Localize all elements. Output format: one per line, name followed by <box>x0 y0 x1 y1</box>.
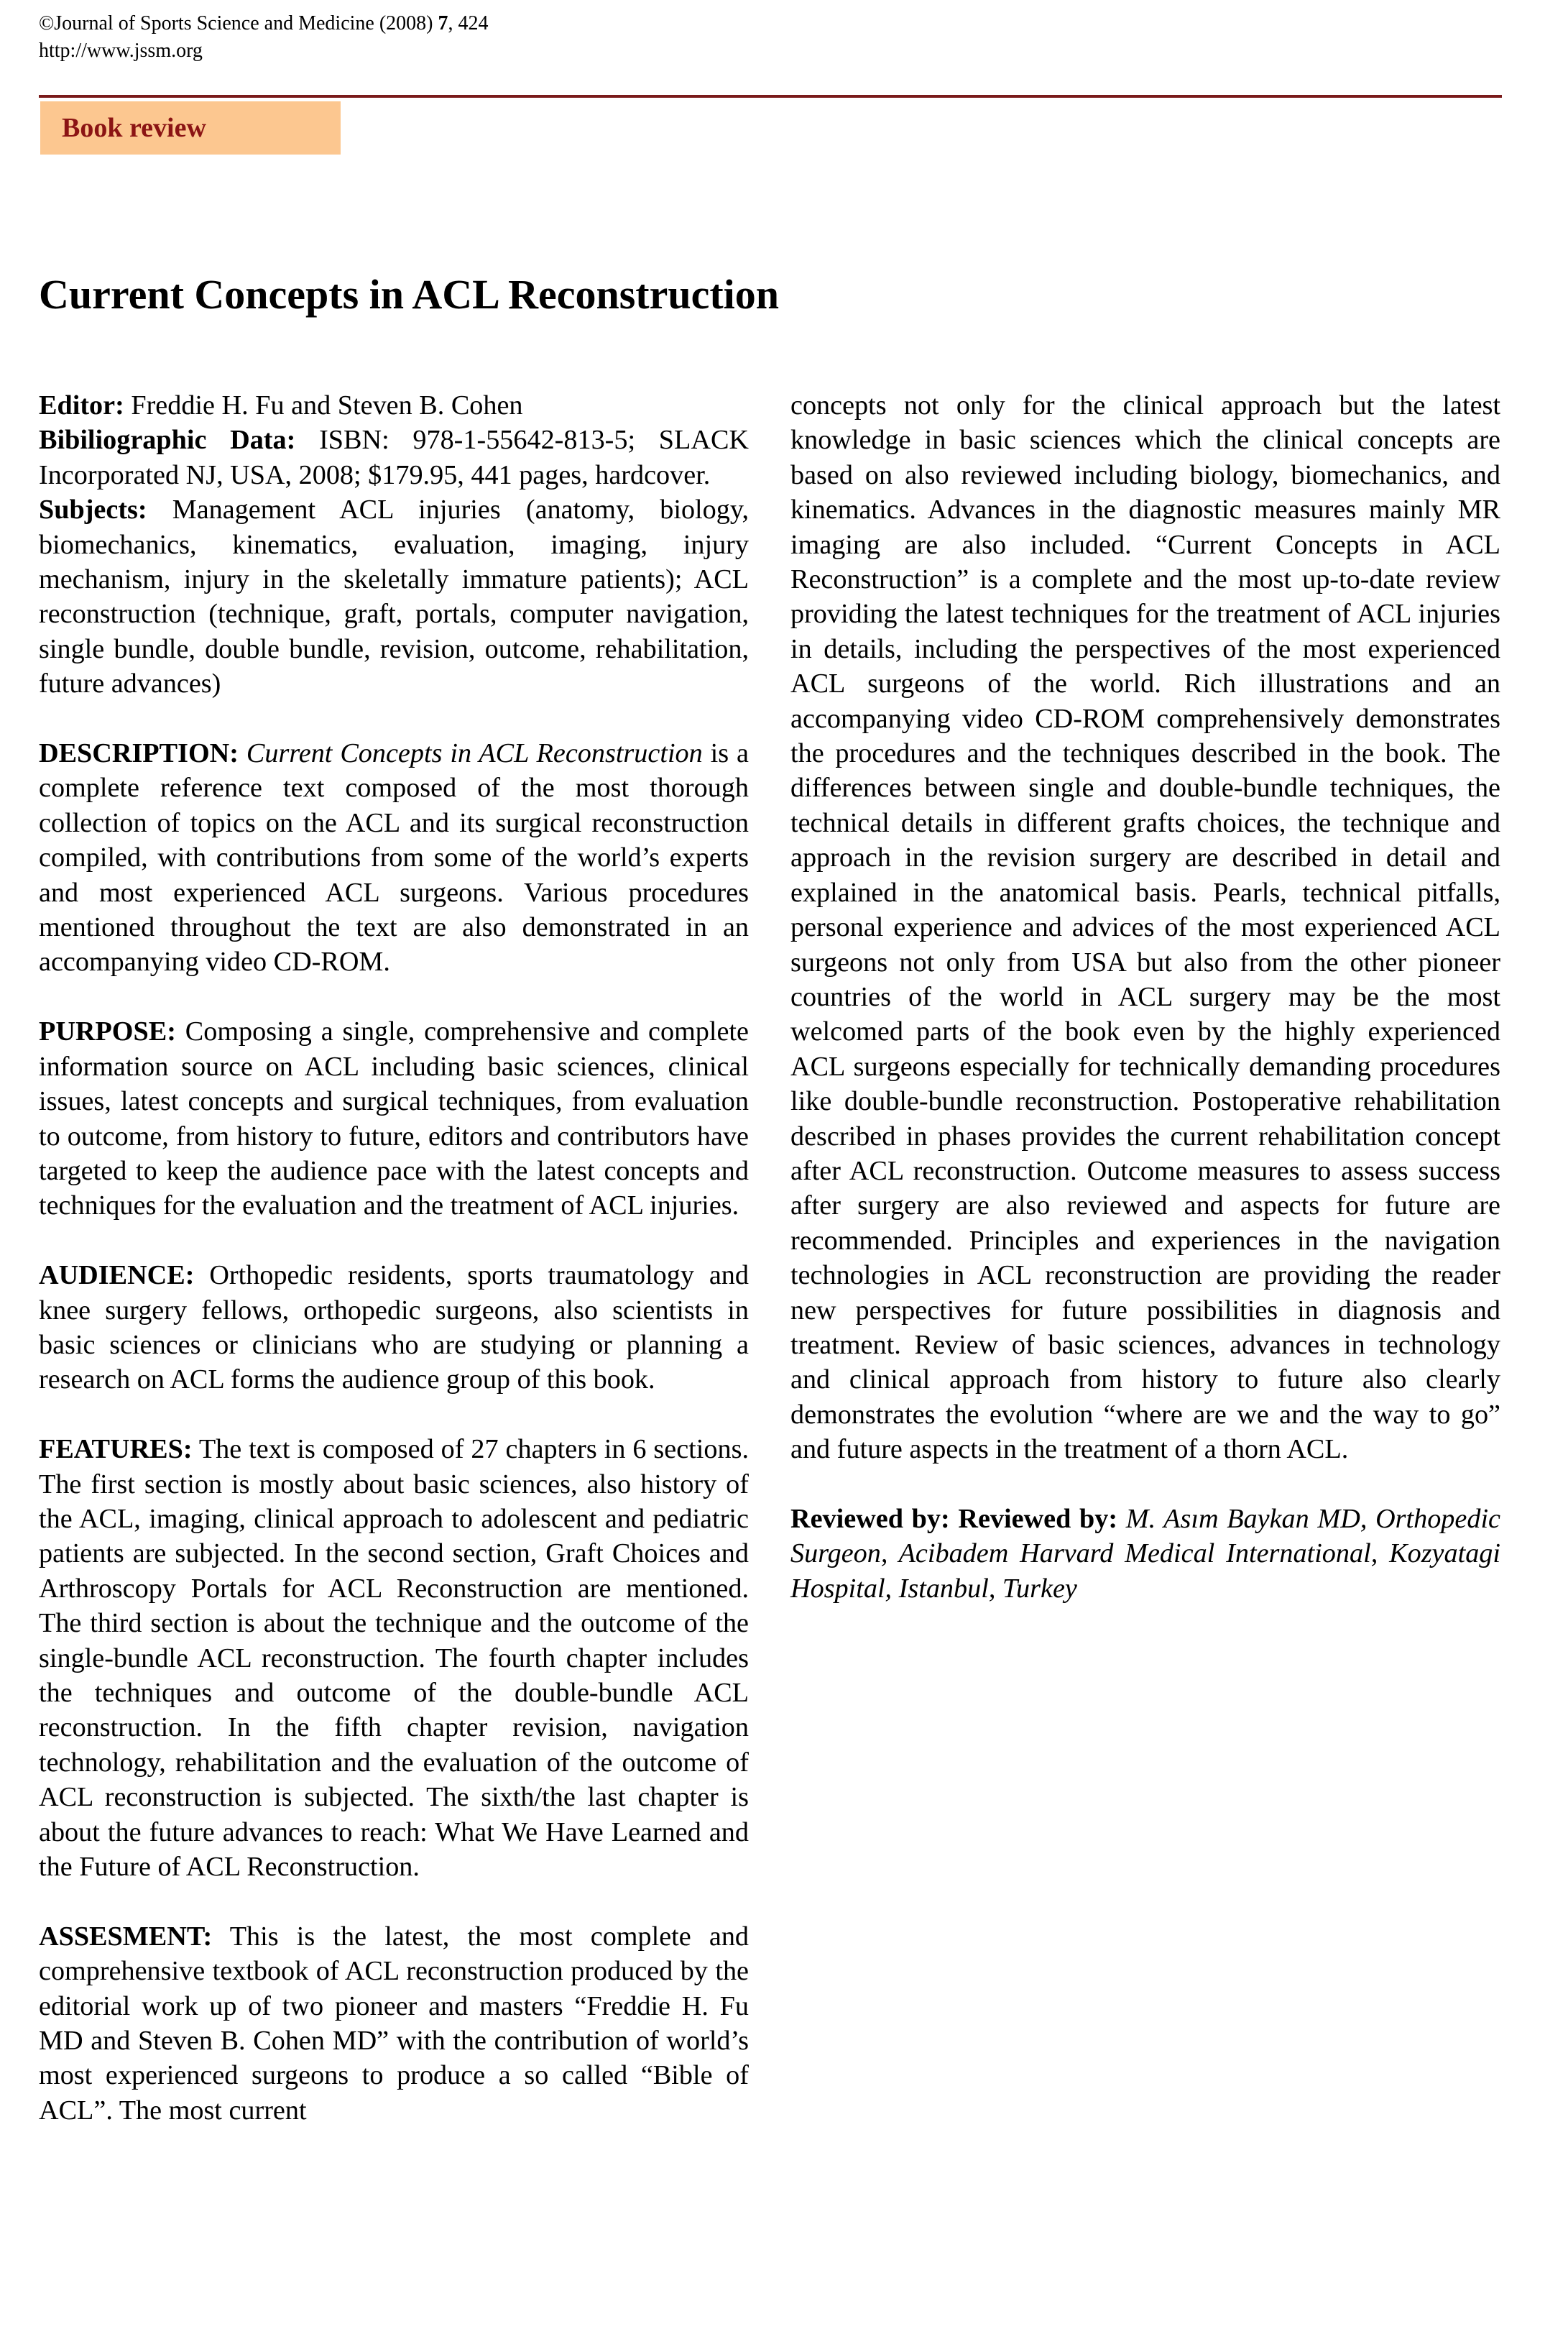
features-paragraph <box>39 1432 749 1884</box>
assesment-text: This is the latest, the most complete and comprehensive textbook of ACL reconstruction produced by the editorial work up of two pioneer and masters “Freddie H. Fu MD and Steven B. Cohen MD” with the contribution of world’s most experienced surgeons to produce a so called “Bible of ACL”. The most current <box>39 1921 750 2126</box>
subjects-value: Management ACL injuries (anatomy, biology, biomechanics, kinematics, evaluation, imaging, injury mechanism, injury in the skeletally immature patients); ACL reconstruction (technique, graft, portals, computer navigation, single bundle, double bundle, revision, outcome, rehabilitation, future advances) <box>39 495 749 699</box>
reviewer-value: M. Asım Baykan MD, Orthopedic Surgeon, Acibadem Harvard Medical International, Kozyatagi Hospital, Istanbul, Turkey <box>790 1503 1501 1604</box>
subjects-line <box>39 492 749 701</box>
assesment-label: ASSESMENT: <box>39 1921 213 1952</box>
biblio-line <box>39 423 749 492</box>
assesment-continued: concepts not only for the clinical approach but the latest knowledge in basic sciences which the clinical concepts are based on also reviewed including biology, biomechanics, and kinematics. Advances in the diagnostic measures mainly MR imaging are also included. “Current Concepts in ACL Reconstruction” is a complete and the most up-to-date review providing the latest techniques for the treatment of ACL injuries in details, including the perspectives of the most experienced ACL surgeons of the world. Rich illustrations and an accompanying video CD-ROM comprehensively demonstrates the procedures and the techniques described in the book. The differences between single and double-bundle techniques, the technical details in different grafts choices, the technique and approach in the revision surgery are described in detail and explained in the anatomical basis. Pearls, technical pitfalls, personal experience and advices of the most experienced ACL surgeons not only from USA but also from the other pioneer countries of the world in ACL surgery may be the most welcomed parts of the book even by the highly experienced ACL surgeons especially for technically demanding procedures like double-bundle reconstruction. Postoperative rehabilitation described in phases provides the current rehabilitation concept after ACL reconstruction. Outcome measures to assess success after surgery are also reviewed and aspects for future are recommended. Principles and experiences in the navigation technologies in ACL reconstruction are providing the reader new perspectives for future possibilities in diagnosis and treatment. Review of basic sciences, advances in technology and clinical approach from history to future also clearly demonstrates the evolution “where are we and the way to go” and future aspects in the treatment of a thorn ACL. <box>790 390 1500 1465</box>
purpose-label: PURPOSE: <box>39 1016 176 1047</box>
biblio-value: ISBN: 978-1-55642-813-5; SLACK Incorporated NJ, USA, 2008; $179.95, 441 pages, hardcover. <box>39 425 749 490</box>
editor-line <box>39 388 749 423</box>
editor-label: Editor: <box>39 390 124 421</box>
header-rule <box>39 95 1502 98</box>
features-text: The text is composed of 27 chapters in 6 sections. The first section is mostly about basic sciences, also history of the ACL, imaging, clinical approach to adolescent and pediatric patients are subjected. In the second section, Graft Choices and Arthroscopy Portals for ACL Reconstruction are mentioned. The third section is about the technique and the outcome of the single-bundle ACL reconstruction. The fourth chapter includes the techniques and outcome of the double-bundle ACL reconstruction. In the fifth chapter revision, navigation technology, rehabilitation and the evaluation of the outcome of ACL reconstruction is subjected. The sixth/the last chapter is about the future advances to reach: What We Have Learned and the Future of ACL Reconstruction. <box>39 1434 749 1882</box>
reviewer-label: Reviewed by: Reviewed by: <box>790 1503 1118 1534</box>
book-title-italic: Current Concepts in ACL Reconstruction <box>246 738 703 769</box>
audience-paragraph <box>39 1258 749 1397</box>
citation-prefix: ©Journal of Sports Science and Medicine (2008) <box>39 12 438 35</box>
citation-suffix: , 424 <box>448 12 489 35</box>
journal-citation <box>39 12 488 36</box>
description-label: DESCRIPTION: <box>39 738 239 769</box>
editor-value: Freddie H. Fu and Steven B. Cohen <box>131 390 523 421</box>
biblio-label: Bibiliographic Data: <box>39 425 296 456</box>
audience-label: AUDIENCE: <box>39 1260 195 1291</box>
volume-number: 7 <box>438 12 448 35</box>
left-column <box>39 388 749 2128</box>
purpose-paragraph <box>39 1014 749 1223</box>
section-tag: Book review <box>40 101 341 155</box>
subjects-label: Subjects: <box>39 495 147 525</box>
article-title: Current Concepts in ACL Reconstruction <box>39 271 780 318</box>
features-label: FEATURES: <box>39 1434 193 1465</box>
audience-text: Orthopedic residents, sports traumatology and knee surgery fellows, orthopedic surgeons, also scientists in basic sciences or clinicians who are studying or planning a research on ACL forms the audience group of this book. <box>39 1260 749 1395</box>
reviewer-line <box>790 1502 1500 1606</box>
assesment-paragraph <box>39 1919 749 2128</box>
description-text: is a complete reference text composed of the most thorough collection of topics on the ACL and its surgical reconstruction compiled, with contributions from some of the world’s experts and most experienced ACL surgeons. Various procedures mentioned throughout the text are also demonstrated in an accompanying video CD-ROM. <box>39 738 750 978</box>
right-column <box>790 388 1500 1606</box>
purpose-text: Composing a single, comprehensive and complete information source on ACL including basic sciences, clinical issues, latest concepts and surgical techniques, from evaluation to outcome, from history to future, editors and contributors have targeted to keep the audience pace with the latest concepts and techniques for the evaluation and the treatment of ACL injuries. <box>39 1016 749 1221</box>
journal-url[interactable]: http://www.jssm.org <box>39 40 203 62</box>
description-paragraph <box>39 736 749 980</box>
